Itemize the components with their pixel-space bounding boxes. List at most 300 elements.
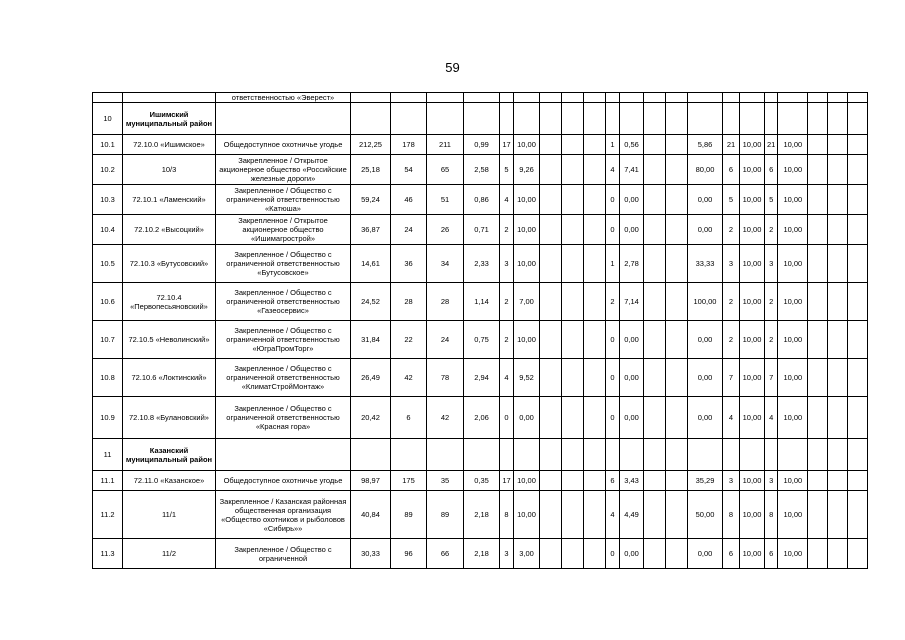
table-cell	[740, 93, 765, 103]
table-cell	[848, 397, 868, 439]
table-row	[93, 397, 868, 439]
table-cell: 3	[765, 471, 778, 491]
table-cell	[540, 185, 562, 215]
table-cell: 26	[427, 215, 464, 245]
table-cell: 35,29	[688, 471, 723, 491]
table-cell: 14,61	[351, 245, 391, 283]
table-cell	[828, 397, 848, 439]
table-cell	[391, 439, 427, 471]
table-cell: 0,00	[688, 359, 723, 397]
table-cell: 66	[427, 539, 464, 569]
table-cell: Закрепленное / Общество с ограниченной ответственностью «Бутусовское»	[216, 245, 351, 283]
table-cell: 72.10.0 «Ишимское»	[123, 135, 216, 155]
table-cell	[562, 439, 584, 471]
table-cell: 3	[723, 245, 740, 283]
table-cell: 89	[427, 491, 464, 539]
table-cell	[562, 491, 584, 539]
table-cell: 8	[723, 491, 740, 539]
table-cell: 21	[723, 135, 740, 155]
table-cell	[584, 155, 606, 185]
table-cell: 31,84	[351, 321, 391, 359]
table-row	[93, 135, 868, 155]
table-cell	[765, 93, 778, 103]
table-cell: 65	[427, 155, 464, 185]
table-cell: Казанский муниципальный район	[123, 439, 216, 471]
table-cell: 0,00	[620, 321, 644, 359]
table-cell: 21	[765, 135, 778, 155]
table-cell: 72.10.1 «Ламенский»	[123, 185, 216, 215]
table-cell	[562, 471, 584, 491]
table-cell: 10,00	[778, 245, 808, 283]
table-cell	[828, 185, 848, 215]
table-cell: 2	[500, 321, 514, 359]
table-cell: 2,18	[464, 539, 500, 569]
table-cell: Закрепленное / Открытое акционерное общество «Ишимагрострой»	[216, 215, 351, 245]
table-cell: 0	[500, 397, 514, 439]
table-cell: 0,00	[620, 185, 644, 215]
table-cell: 10,00	[740, 359, 765, 397]
table-cell: Закрепленное / Общество с ограниченной ответственностью «КлиматСтройМонтаж»	[216, 359, 351, 397]
table-cell: 20,42	[351, 397, 391, 439]
table-cell	[540, 439, 562, 471]
table-cell: 17	[500, 471, 514, 491]
table-cell	[828, 215, 848, 245]
table-row	[93, 245, 868, 283]
table-cell	[644, 103, 666, 135]
table-cell	[606, 93, 620, 103]
table-cell	[848, 215, 868, 245]
table-cell: 11.3	[93, 539, 123, 569]
table-row	[93, 539, 868, 569]
table-cell	[723, 103, 740, 135]
table-cell	[562, 245, 584, 283]
table-cell: ответственностью «Эверест»	[216, 93, 351, 103]
table-cell	[828, 93, 848, 103]
table-cell	[391, 103, 427, 135]
table-cell	[562, 283, 584, 321]
table-cell: Закрепленное / Открытое акционерное общество «Российские железные дороги»	[216, 155, 351, 185]
table-cell	[808, 491, 828, 539]
table-cell: 5	[765, 185, 778, 215]
table-cell	[584, 283, 606, 321]
table-cell	[828, 135, 848, 155]
table-cell	[644, 539, 666, 569]
table-cell	[666, 103, 688, 135]
table-cell	[464, 439, 500, 471]
table-cell	[540, 539, 562, 569]
table-cell: 211	[427, 135, 464, 155]
table-cell: 10,00	[778, 185, 808, 215]
table-cell	[666, 185, 688, 215]
table-cell	[464, 93, 500, 103]
table-cell	[427, 93, 464, 103]
table-cell: 4,49	[620, 491, 644, 539]
table-cell	[808, 539, 828, 569]
table-cell	[828, 439, 848, 471]
table-cell	[828, 283, 848, 321]
table-cell	[644, 359, 666, 397]
table-cell	[464, 103, 500, 135]
table-cell	[562, 539, 584, 569]
table-cell: 36,87	[351, 215, 391, 245]
table-cell: 0,00	[688, 215, 723, 245]
table-cell	[808, 439, 828, 471]
table-cell: 0	[606, 359, 620, 397]
table-cell: 2	[765, 321, 778, 359]
table-cell	[644, 397, 666, 439]
table-cell: 34	[427, 245, 464, 283]
table-cell: 10.8	[93, 359, 123, 397]
table-cell: 2	[723, 283, 740, 321]
table-cell	[562, 135, 584, 155]
table-cell: 0,35	[464, 471, 500, 491]
table-cell: Закрепленное / Общество с ограниченной ответственностью «Катюша»	[216, 185, 351, 215]
table-cell: 0,00	[620, 359, 644, 397]
table-cell	[848, 135, 868, 155]
table-cell	[666, 93, 688, 103]
table-cell: 26,49	[351, 359, 391, 397]
table-cell: 3	[500, 539, 514, 569]
table-row	[93, 439, 868, 471]
table-cell: 3,43	[620, 471, 644, 491]
table-cell: 4	[606, 491, 620, 539]
table-cell: 25,18	[351, 155, 391, 185]
table-cell: 2,06	[464, 397, 500, 439]
table-cell: Ишимский муниципальный район	[123, 103, 216, 135]
table-cell: 10.4	[93, 215, 123, 245]
table-cell: 175	[391, 471, 427, 491]
table-cell: 0,00	[688, 185, 723, 215]
table-cell	[540, 491, 562, 539]
table-cell: 6	[765, 155, 778, 185]
table-cell: 6	[765, 539, 778, 569]
table-cell: 10,00	[740, 321, 765, 359]
table-cell: 6	[391, 397, 427, 439]
table-cell: 4	[723, 397, 740, 439]
table-cell	[123, 93, 216, 103]
table-cell: 35	[427, 471, 464, 491]
table-cell	[644, 93, 666, 103]
table-cell	[644, 471, 666, 491]
table-cell: 7,41	[620, 155, 644, 185]
table-cell: 10.6	[93, 283, 123, 321]
table-cell	[848, 321, 868, 359]
table-cell: 80,00	[688, 155, 723, 185]
table-cell: 33,33	[688, 245, 723, 283]
table-cell: 40,84	[351, 491, 391, 539]
table-cell: 2	[723, 321, 740, 359]
table-cell	[808, 135, 828, 155]
table-cell: Общедоступное охотничье угодье	[216, 471, 351, 491]
table-cell: Закрепленное / Общество с ограниченной ответственностью «Красная гора»	[216, 397, 351, 439]
table-cell: 2,58	[464, 155, 500, 185]
table-row	[93, 185, 868, 215]
table-cell: 24	[427, 321, 464, 359]
table-cell	[765, 439, 778, 471]
table-cell: 0,00	[688, 539, 723, 569]
table-cell	[562, 93, 584, 103]
table-cell	[848, 103, 868, 135]
table-cell: 98,97	[351, 471, 391, 491]
table-row	[93, 215, 868, 245]
table-cell	[808, 103, 828, 135]
table-cell	[808, 245, 828, 283]
table-cell	[644, 283, 666, 321]
table-cell	[848, 539, 868, 569]
table-cell	[644, 215, 666, 245]
table-cell: 10,00	[778, 491, 808, 539]
table-cell	[540, 283, 562, 321]
table-cell	[723, 93, 740, 103]
table-cell	[540, 397, 562, 439]
table-cell: Закрепленное / Казанская районная общественная организация «Общество охотников и рыболовов «Сибирь»»	[216, 491, 351, 539]
table-cell	[562, 103, 584, 135]
table-cell	[666, 155, 688, 185]
table-cell	[808, 283, 828, 321]
table-cell: 10,00	[740, 471, 765, 491]
table-cell: 10,00	[740, 215, 765, 245]
table-cell: 2	[606, 283, 620, 321]
table-cell	[216, 439, 351, 471]
table-cell	[540, 471, 562, 491]
table-cell	[351, 93, 391, 103]
table-cell	[584, 93, 606, 103]
table-cell	[620, 439, 644, 471]
table-cell: 10,00	[740, 245, 765, 283]
table-cell	[688, 93, 723, 103]
table-cell: 11/1	[123, 491, 216, 539]
table-cell	[666, 215, 688, 245]
table-row	[93, 471, 868, 491]
table-cell	[620, 103, 644, 135]
table-cell: 0	[606, 321, 620, 359]
table-cell: 0,00	[514, 397, 540, 439]
table-cell	[562, 359, 584, 397]
table-cell: 7,14	[620, 283, 644, 321]
table-cell: 10,00	[778, 397, 808, 439]
table-row	[93, 491, 868, 539]
table-cell	[500, 439, 514, 471]
table-cell: 0	[606, 215, 620, 245]
table-cell	[584, 397, 606, 439]
table-cell	[828, 245, 848, 283]
table-cell: 7,00	[514, 283, 540, 321]
table-cell: 2	[723, 215, 740, 245]
page-number: 59	[445, 60, 460, 75]
table-cell	[848, 491, 868, 539]
table-cell	[500, 93, 514, 103]
table-cell	[808, 155, 828, 185]
table-cell	[848, 283, 868, 321]
table-cell: 10.1	[93, 135, 123, 155]
table-cell: 72.10.5 «Неволинский»	[123, 321, 216, 359]
table-cell: 0,00	[688, 321, 723, 359]
table-cell: 17	[500, 135, 514, 155]
table-cell: 6	[606, 471, 620, 491]
table-cell: 0	[606, 397, 620, 439]
table-cell	[808, 359, 828, 397]
table-cell: Закрепленное / Общество с ограниченной	[216, 539, 351, 569]
table-cell: 10,00	[778, 283, 808, 321]
table-cell: 10,00	[514, 135, 540, 155]
table-cell	[562, 185, 584, 215]
table-row	[93, 359, 868, 397]
table-cell	[584, 135, 606, 155]
data-table	[92, 92, 868, 569]
table-cell	[427, 439, 464, 471]
table-cell: 100,00	[688, 283, 723, 321]
table-cell: 2,94	[464, 359, 500, 397]
table-cell	[644, 491, 666, 539]
table-cell	[666, 539, 688, 569]
table-cell: 59,24	[351, 185, 391, 215]
table-cell	[584, 321, 606, 359]
table-cell	[584, 471, 606, 491]
table-cell	[666, 283, 688, 321]
table-cell: 0,56	[620, 135, 644, 155]
table-cell: 46	[391, 185, 427, 215]
table-cell: 0,71	[464, 215, 500, 245]
table-cell: 4	[500, 185, 514, 215]
table-cell	[540, 215, 562, 245]
table-cell	[500, 103, 514, 135]
table-cell: Закрепленное / Общество с ограниченной ответственностью «Газеосервис»	[216, 283, 351, 321]
table-cell	[778, 439, 808, 471]
table-cell: 10,00	[514, 471, 540, 491]
table-cell	[828, 103, 848, 135]
table-cell	[688, 439, 723, 471]
table-cell	[808, 185, 828, 215]
table-cell	[514, 103, 540, 135]
table-cell	[540, 359, 562, 397]
table-cell: 3,00	[514, 539, 540, 569]
table-cell	[514, 439, 540, 471]
table-cell: 2	[765, 215, 778, 245]
table-cell: 10,00	[740, 491, 765, 539]
table-cell: 0,99	[464, 135, 500, 155]
table-cell	[666, 135, 688, 155]
table-cell: 3	[765, 245, 778, 283]
table-cell: 24	[391, 215, 427, 245]
table-cell: 10,00	[778, 135, 808, 155]
table-cell	[848, 439, 868, 471]
table-cell	[848, 471, 868, 491]
table-cell: 5,86	[688, 135, 723, 155]
table-cell: 2,18	[464, 491, 500, 539]
table-cell: 10,00	[740, 539, 765, 569]
table-cell: 5	[723, 185, 740, 215]
table-cell: 178	[391, 135, 427, 155]
table-cell: 2	[500, 283, 514, 321]
table-cell	[584, 491, 606, 539]
table-cell: 10,00	[514, 245, 540, 283]
table-cell	[723, 439, 740, 471]
table-cell: 72.10.4 «Первопесьяновский»	[123, 283, 216, 321]
table-cell: 10,00	[514, 215, 540, 245]
table-row	[93, 321, 868, 359]
table-cell: 6	[723, 155, 740, 185]
table-row	[93, 93, 868, 103]
table-cell	[828, 471, 848, 491]
table-cell	[606, 103, 620, 135]
table-cell: 51	[427, 185, 464, 215]
table-cell: 72.10.3 «Бутусовский»	[123, 245, 216, 283]
table-cell	[808, 471, 828, 491]
table-cell	[848, 245, 868, 283]
table-cell: 11/2	[123, 539, 216, 569]
table-cell: 212,25	[351, 135, 391, 155]
table-cell: 22	[391, 321, 427, 359]
table-cell	[644, 321, 666, 359]
table-cell: 0	[606, 539, 620, 569]
table-cell	[584, 215, 606, 245]
table-cell: 10,00	[740, 185, 765, 215]
table-cell	[644, 439, 666, 471]
table-cell	[427, 103, 464, 135]
table-cell: 10,00	[514, 185, 540, 215]
table-cell: 89	[391, 491, 427, 539]
table-cell: Общедоступное охотничье угодье	[216, 135, 351, 155]
table-cell	[848, 93, 868, 103]
table-cell	[514, 93, 540, 103]
table-cell	[644, 135, 666, 155]
table-cell: 10.3	[93, 185, 123, 215]
table-cell: 10,00	[740, 283, 765, 321]
table-cell: 10.7	[93, 321, 123, 359]
table-cell	[391, 93, 427, 103]
table-cell: 10,00	[514, 491, 540, 539]
table-cell	[740, 103, 765, 135]
table-cell: 50,00	[688, 491, 723, 539]
table-cell	[666, 491, 688, 539]
table-cell	[808, 215, 828, 245]
table-cell	[666, 471, 688, 491]
table-cell: 0,00	[620, 215, 644, 245]
table-cell: 10,00	[778, 359, 808, 397]
table-cell	[666, 359, 688, 397]
table-cell	[351, 103, 391, 135]
table-cell: Закрепленное / Общество с ограниченной ответственностью «ЮграПромТорг»	[216, 321, 351, 359]
table-cell: 7	[765, 359, 778, 397]
table-cell: 1,14	[464, 283, 500, 321]
table-cell: 2,78	[620, 245, 644, 283]
table-cell: 10.2	[93, 155, 123, 185]
table-cell: 10	[93, 103, 123, 135]
table-cell	[666, 245, 688, 283]
table-cell: 28	[427, 283, 464, 321]
table-cell: 10,00	[778, 321, 808, 359]
table-cell: 10,00	[514, 321, 540, 359]
table-cell	[828, 539, 848, 569]
table-row	[93, 283, 868, 321]
table-cell: 7	[723, 359, 740, 397]
table-cell	[808, 93, 828, 103]
table-cell: 3	[500, 245, 514, 283]
table-cell	[828, 155, 848, 185]
table-cell	[216, 103, 351, 135]
table-cell	[808, 321, 828, 359]
table-cell: 0,00	[620, 397, 644, 439]
table-cell	[93, 93, 123, 103]
table-row	[93, 103, 868, 135]
table-cell	[666, 439, 688, 471]
table-cell	[666, 397, 688, 439]
table-cell	[808, 397, 828, 439]
table-cell	[540, 155, 562, 185]
table-cell	[584, 103, 606, 135]
table-cell	[688, 103, 723, 135]
table-cell: 11	[93, 439, 123, 471]
